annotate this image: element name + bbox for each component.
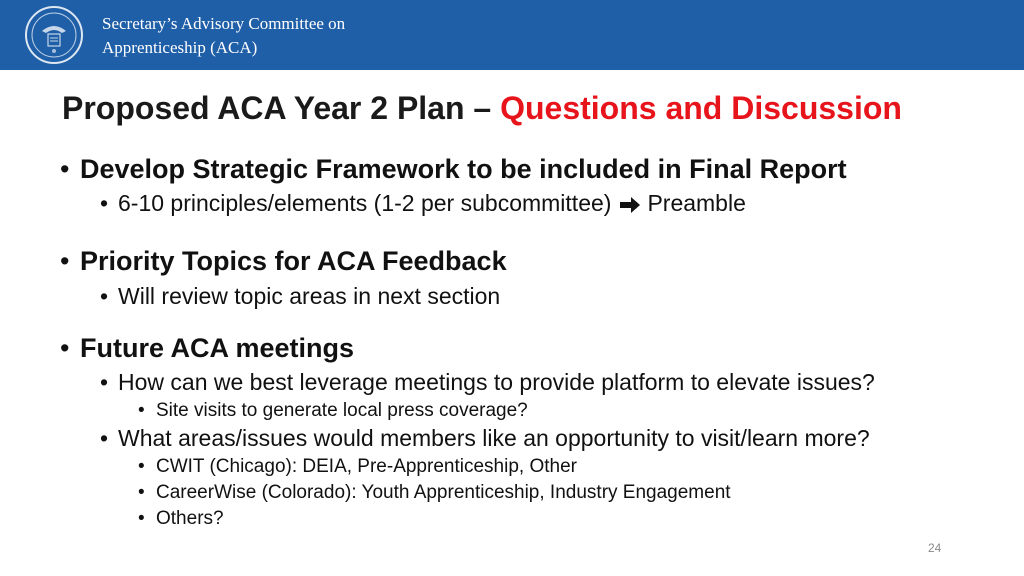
sub-sub-bullet [138,482,731,504]
slide-title-main: Proposed ACA Year 2 Plan – [62,90,501,126]
sub-bullet-text: Will review topic areas in next section [118,283,501,309]
department-seal-icon [24,5,84,65]
bullet-icon: • [60,154,70,184]
section-heading [60,154,847,185]
sub-sub-bullet [138,508,224,530]
bullet-icon: • [138,456,145,477]
sub-bullet [100,369,875,396]
sub-bullet-arrow-text: Preamble [647,190,746,216]
section-heading [60,333,354,364]
sub-bullet-text: What areas/issues would members like an opportunity to visit/learn more? [118,425,870,451]
sub-sub-bullet-text: CWIT (Chicago): DEIA, Pre-Apprenticeship, Other [156,456,577,477]
bullet-icon: • [60,333,70,363]
page-number: 24 [928,541,942,555]
bullet-icon: • [138,482,145,503]
header-bar [0,0,1024,70]
bullet-icon: • [100,369,109,395]
bullet-icon: • [100,283,109,309]
section-heading [60,246,507,277]
sub-bullet-text: 6-10 principles/elements (1-2 per subcommittee) [118,190,612,216]
right-arrow-icon [619,196,641,214]
sub-bullet [100,190,746,217]
bullet-icon: • [100,425,109,451]
sub-bullet [100,283,500,310]
sub-sub-bullet [138,456,577,478]
slide-title-accent: Questions and Discussion [500,90,902,126]
section-heading-text: Develop Strategic Framework to be included in Final Report [80,154,847,184]
section-heading-text: Future ACA meetings [80,333,355,363]
sub-bullet [100,425,870,452]
organization-title [102,12,345,60]
bullet-icon: • [100,190,109,216]
sub-sub-bullet-text: Others? [156,508,224,529]
bullet-icon: • [60,246,70,276]
organization-title-line2: Apprenticeship (ACA) [102,38,258,57]
sub-sub-bullet-text: CareerWise (Colorado): Youth Apprenticeship, Industry Engagement [156,482,731,503]
organization-title-line1: Secretary’s Advisory Committee on [102,14,346,33]
slide-title [62,90,902,127]
bullet-icon: • [138,508,145,529]
sub-bullet-text: How can we best leverage meetings to provide platform to elevate issues? [118,369,875,395]
bullet-icon: • [138,400,145,421]
sub-sub-bullet [138,400,528,422]
sub-sub-bullet-text: Site visits to generate local press coverage? [156,400,528,421]
section-heading-text: Priority Topics for ACA Feedback [80,246,507,276]
